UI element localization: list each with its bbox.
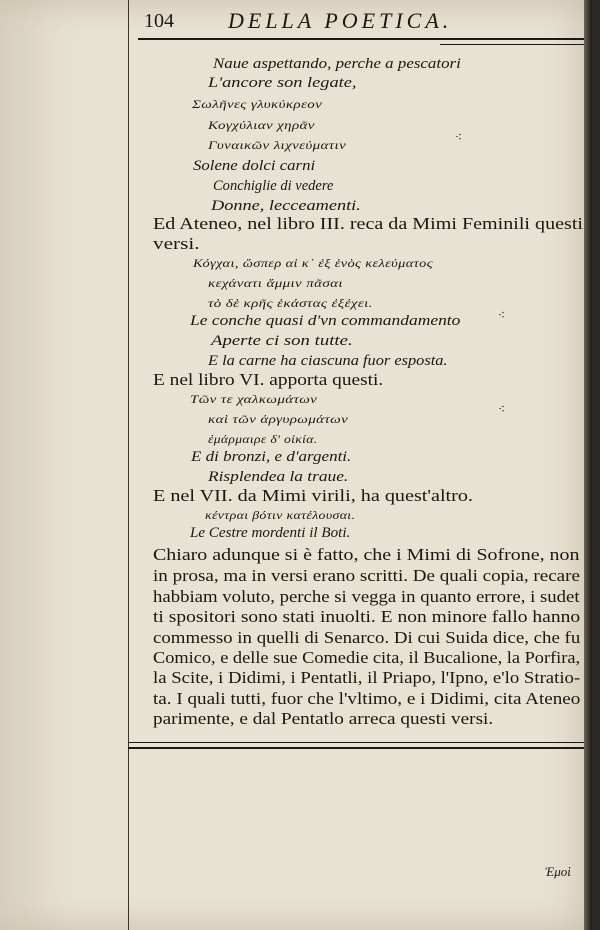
text-line: καὶ τῶν ἀργυρωμάτων [208, 412, 349, 426]
gutter-line [128, 0, 129, 930]
text-line: Τῶν τε χαλκωμάτων [190, 392, 318, 406]
text-line: ta. I quali tutti, fuor che l'vltimo, e i Didimi, cita Ateneo [153, 689, 581, 708]
text-line: Naue aspettando, perche a pescatori [213, 56, 461, 72]
text-line: la Scite, i Didimi, i Pentatli, il Priapo, l'Ipno, e'lo Stratio- [153, 668, 581, 687]
text-line: Conchiglie di vedere [213, 178, 334, 194]
text-line: κέντραι βότιν κατέλουσαι. [205, 508, 356, 522]
page-edge [584, 0, 592, 930]
running-header [138, 8, 588, 38]
text-line: Ed Ateneo, nel libro III. reca da Mimi Feminili questi [153, 214, 583, 233]
text-line: in prosa, ma in versi erano scritti. De quali copia, recare [153, 566, 580, 585]
text-line: commesso in quelli di Senarco. Di cui Suida dice, che fu [153, 628, 581, 647]
catchword: Ἐμοὶ [545, 864, 571, 879]
header-rule-short [440, 44, 586, 45]
text-line: E nel VII. da Mimi virili, ha quest'altro. [153, 486, 473, 505]
margin-mark: ⁖ [498, 308, 506, 322]
text-line: parimente, e dal Pentatlo arreca questi versi. [153, 709, 494, 728]
margin-mark: ⁖ [455, 130, 463, 144]
text-line: L'ancore son legate, [208, 75, 357, 91]
text-line: E di bronzi, e d'argenti. [191, 449, 352, 465]
text-line: versi. [153, 234, 200, 253]
text-line: ti spositori sono stati inuolti. E non minore fallo hanno [153, 607, 581, 626]
text-line: Κόγχαι, ὥσπερ αἱ κ᾽ ἐξ ἑνὸς κελεύματος [193, 256, 433, 270]
text-line: Risplendea la traue. [208, 469, 349, 485]
text-line: Comico, e delle sue Comedie cita, il Bucalione, la Porfira, [153, 648, 581, 667]
text-line: Σωλῆνες γλυκύκρεον [192, 97, 323, 111]
text-line: Aperte ci son tutte. [211, 333, 353, 349]
text-line: κεχάνατι ἄμμιν πᾶσαι [208, 276, 343, 290]
margin-mark: ⁖ [498, 402, 506, 416]
text-line: E la carne ha ciascuna fuor esposta. [208, 353, 448, 369]
running-title: DELLA POETICA. [228, 8, 453, 33]
text-line: habbiam voluto, perche si vegga in quanto errore, i sudet [153, 587, 580, 606]
text-line: E nel libro VI. apporta questi. [153, 370, 384, 389]
text-line: Le conche quasi d'vn commandamento [190, 313, 461, 329]
text-line: Solene dolci carni [193, 158, 316, 174]
text-line: Κογχύλιαν χηρᾶν [208, 118, 315, 132]
footer-rule-top [128, 742, 584, 743]
page-number: 104 [144, 10, 174, 32]
text-line: τὸ δὲ κρῆς ἑκάστας ἐξέχει. [208, 296, 373, 310]
text-line: Le Cestre mordenti il Boti. [190, 525, 351, 541]
text-line: ἐμάρμαιρε δ' οἰκία. [208, 432, 318, 446]
text-line: Donne, lecceamenti. [211, 198, 361, 214]
text-line: Chiaro adunque si è fatto, che i Mimi di Sofrone, non [153, 545, 580, 564]
text-line: Γυναικῶν λιχνεύματιν [208, 138, 347, 152]
footer-rule-bottom [128, 747, 584, 749]
header-rule [138, 38, 586, 40]
